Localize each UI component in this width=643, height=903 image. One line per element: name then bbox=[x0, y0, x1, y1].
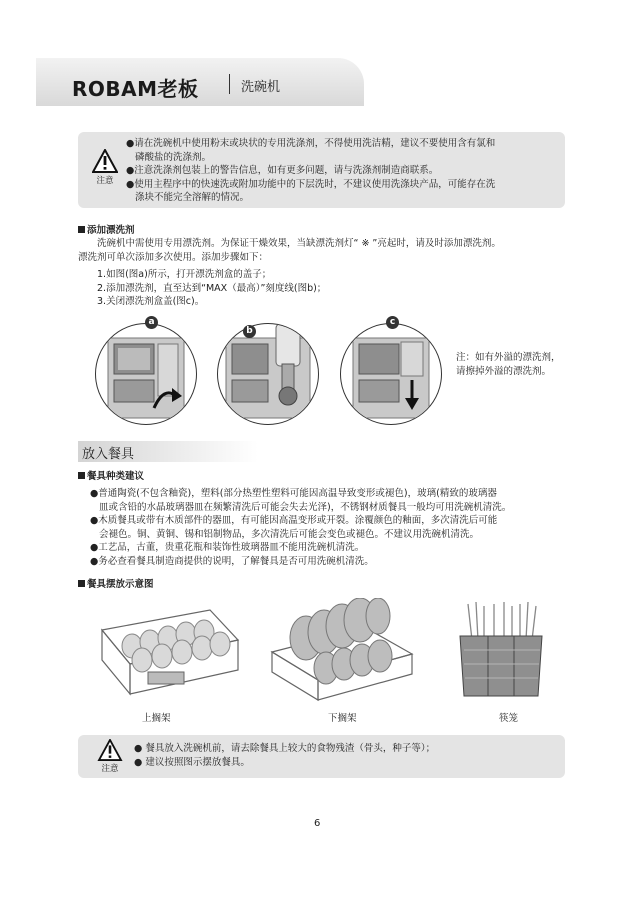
diagram-heading: 餐具摆放示意图 bbox=[78, 576, 154, 590]
section-title: 放入餐具 bbox=[82, 447, 135, 462]
list-item: ●工艺品，古董，贵重花瓶和装饰性玻璃器皿不能用洗碗机清洗。 bbox=[90, 542, 365, 553]
header-title: 洗碗机 bbox=[241, 80, 281, 95]
types-list bbox=[90, 487, 570, 568]
warning-triangle-icon bbox=[92, 149, 118, 173]
note1-text bbox=[126, 137, 556, 205]
rinse-heading: 添加漂洗剂 bbox=[78, 222, 135, 236]
header-bar bbox=[36, 58, 364, 106]
rinse-step: 1.如图(图a)所示，打开漂洗剂盒的盖子； bbox=[97, 269, 272, 280]
list-item: ●注意洗涤剂包装上的警告信息，如有更多问题，请与洗涤剂制造商联系。 bbox=[126, 165, 439, 176]
warning-triangle-icon bbox=[97, 739, 123, 761]
list-item: ●务必查看餐具制造商提供的说明，了解餐具是否可用洗碗机清洗。 bbox=[90, 555, 374, 567]
list-item: 涤块不能完全溶解的情况。 bbox=[135, 192, 250, 203]
rinse-step: 2.添加漂洗剂，直至达到“MAX（最高）”刻度线(图b)； bbox=[97, 282, 327, 294]
page-number: 6 bbox=[314, 818, 321, 829]
rinse-figure-c bbox=[340, 323, 442, 425]
dispenser-fill-illustration bbox=[218, 324, 318, 424]
rinse-figure-b bbox=[217, 323, 319, 425]
caution-label: 注意 bbox=[101, 764, 119, 774]
square-bullet-icon bbox=[78, 580, 85, 587]
list-item: ●木质餐具或带有木质部件的器皿，有可能因高温变形或开裂。涂覆颜色的釉面，多次清洗后可能 bbox=[90, 515, 498, 526]
upper-rack-illustration bbox=[92, 598, 242, 700]
square-bullet-icon bbox=[78, 472, 85, 479]
caption-cutlery-basket: 筷笼 bbox=[499, 713, 519, 724]
figure-a-badge: a bbox=[145, 316, 158, 329]
dispenser-open-illustration bbox=[96, 324, 196, 424]
rinse-intro-line-2: 漂洗剂可单次添加多次使用。添加步骤如下： bbox=[78, 251, 269, 263]
caution-box-2 bbox=[78, 735, 565, 778]
rinse-steps bbox=[97, 268, 557, 309]
caution-icon-1 bbox=[91, 149, 119, 186]
note2-text bbox=[134, 742, 554, 769]
square-bullet-icon bbox=[78, 226, 85, 233]
caution-label: 注意 bbox=[96, 176, 114, 186]
figure-c-badge: c bbox=[386, 316, 399, 329]
caption-upper-rack: 上搁架 bbox=[142, 713, 171, 724]
caution-icon-2 bbox=[96, 739, 124, 774]
list-item: ● 建议按照图示摆放餐具。 bbox=[134, 756, 250, 768]
rinse-step: 3.关闭漂洗剂盒盖(图c)。 bbox=[97, 296, 205, 307]
side-note-line: 请擦掉外溢的漂洗剂。 bbox=[456, 365, 552, 377]
caption-lower-rack: 下搁架 bbox=[328, 713, 357, 724]
figure-b-badge: b bbox=[243, 325, 256, 338]
rinse-side-note bbox=[456, 351, 576, 378]
side-note-line: 注：如有外溢的漂洗剂， bbox=[456, 352, 561, 363]
rinse-intro bbox=[78, 237, 578, 264]
list-item: ● 餐具放入洗碗机前，请去除餐具上较大的食物残渣（骨头，种子等）； bbox=[134, 743, 436, 754]
header-divider bbox=[229, 74, 230, 94]
lower-rack-illustration bbox=[266, 598, 418, 702]
section-band bbox=[78, 441, 258, 462]
brand-logo: ROBAM老板 bbox=[72, 77, 199, 101]
list-item: 会褪色。铜、黄铜、锡和铝制物品，多次清洗后可能会变色或褪色。不建议用洗碗机清洗。 bbox=[99, 528, 480, 540]
list-item: ●普通陶瓷(不包含釉瓷)，塑料(部分热塑性塑料可能因高温导致变形或褪色)，玻璃(精致的玻璃器 bbox=[90, 488, 497, 499]
cutlery-basket-illustration bbox=[450, 600, 550, 704]
rinse-intro-line-1: 洗碗机中需使用专用漂洗剂。为保证干燥效果，当缺漂洗剂灯“ ※ ”亮起时，请及时添加漂洗剂。 bbox=[97, 238, 501, 249]
list-item: ●请在洗碗机中使用粉末或块状的专用洗涤剂，不得使用洗洁精，建议不要使用含有氯和 bbox=[126, 138, 496, 149]
list-item: 磷酸盐的洗涤剂。 bbox=[135, 151, 212, 163]
list-item: 皿或含铅的水晶玻璃器皿在频繁清洗后可能会失去光泽)，不锈钢材质餐具一般均可用洗碗机清洗。 bbox=[99, 501, 512, 513]
caution-box-1 bbox=[78, 132, 565, 208]
dispenser-close-illustration bbox=[341, 324, 441, 424]
list-item: ●使用主程序中的快速洗或附加功能中的下层洗时，不建议使用洗涤块产品，可能存在洗 bbox=[126, 178, 496, 190]
rinse-figure-a bbox=[95, 323, 197, 425]
types-heading: 餐具种类建议 bbox=[78, 468, 144, 482]
